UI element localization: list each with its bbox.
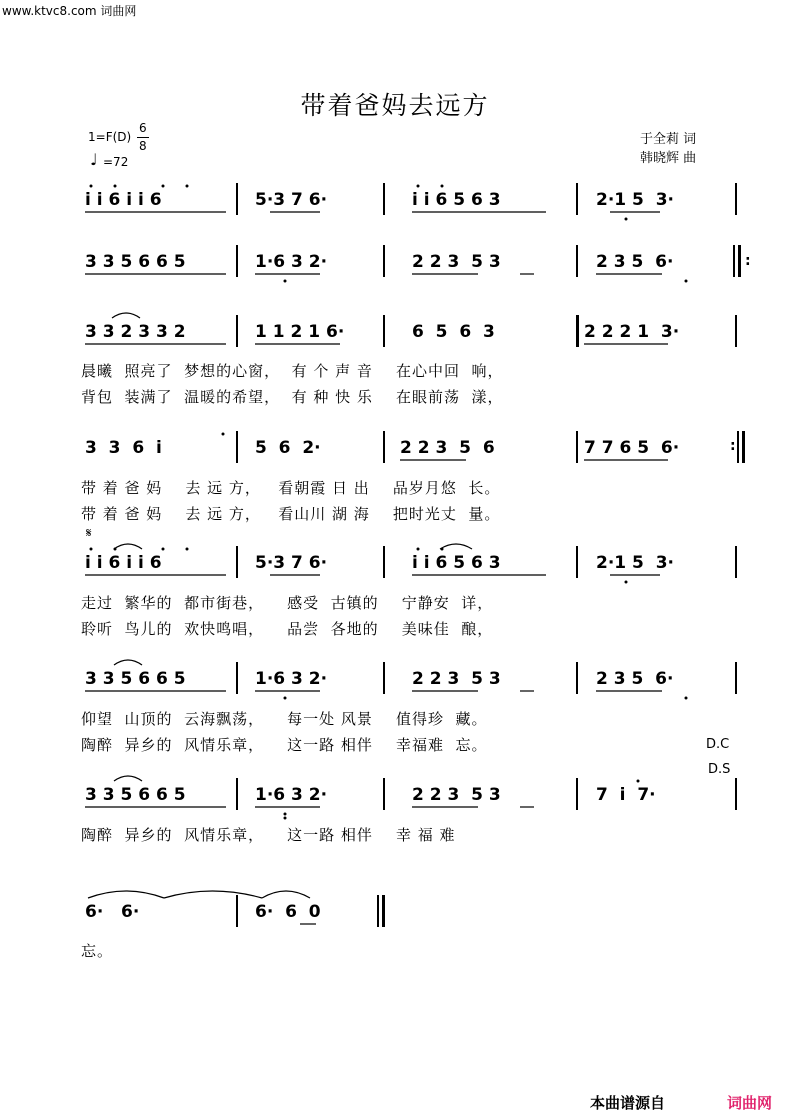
measure: 5·3 7 6· (255, 553, 328, 573)
measure: 1·6 3 2· (255, 252, 328, 272)
measure: 1·6 3 2· (255, 669, 328, 689)
measure: 2 2 3 5 3 (412, 252, 501, 272)
lyrics-line: 陶醉 异乡的 风情乐章， 这一路 相伴 幸 福 难 (81, 826, 456, 844)
measure: 2·1 5 3· (596, 190, 674, 210)
measure: 7 i 7· (596, 785, 656, 805)
measure: i i 6 i i 6 (85, 190, 162, 210)
measure: 6· 6 0 (255, 902, 321, 922)
footer-site-logo[interactable]: 词曲网 (726, 1094, 772, 1112)
measure: 6 5 6 3 (412, 322, 495, 342)
measure: 2 2 2 1 3· (584, 322, 680, 342)
measure: 3 3 5 6 6 5 (85, 252, 186, 272)
time-signature-top: 6 (139, 121, 147, 135)
measure: 1 1 2 1 6· (255, 322, 345, 342)
segno-icon: 𝄋 (86, 526, 92, 541)
repeat-dots: : (745, 253, 751, 269)
lyrics-line: 晨曦 照亮了 梦想的心窗， 有 个 声 音 在心中回 响， (81, 362, 504, 380)
measure: 2·1 5 3· (596, 553, 674, 573)
lyrics-line: 忘。 (81, 942, 114, 960)
measure: 2 2 3 5 6 (400, 438, 495, 458)
time-signature-bottom: 8 (139, 139, 147, 153)
lyrics-line: 走过 繁华的 都市街巷， 感受 古镇的 宁静安 详， (81, 594, 494, 612)
measure: 3 3 6 i (85, 438, 162, 458)
footer-source: 本曲谱源自 (589, 1094, 665, 1112)
repeat-dots: : (730, 438, 736, 454)
lyrics-line: 背包 装满了 温暖的希望， 有 种 快 乐 在眼前荡 漾， (81, 388, 504, 406)
measure: 5·3 7 6· (255, 190, 328, 210)
measure: 3 3 5 6 6 5 (85, 669, 186, 689)
measure: 2 3 5 6· (596, 669, 674, 689)
key-signature: 1=F(D) (88, 130, 132, 144)
lyrics-line: 带 着 爸 妈 去 远 方， 看朝霞 日 出 品岁月悠 长。 (81, 479, 501, 497)
composer: 韩晓辉 曲 (640, 151, 697, 166)
measure: 7 7 6 5 6· (584, 438, 680, 458)
measure: i i 6 5 6 3 (412, 190, 501, 210)
quarter-note-icon: ♩ (90, 150, 98, 169)
dal-segno-mark: D.S (708, 762, 731, 777)
song-title: 带着爸妈去远方 (300, 91, 490, 120)
lyrics-line: 仰望 山顶的 云海飘荡， 每一处 风景 值得珍 藏。 (81, 710, 488, 728)
lyricist: 于全莉 词 (640, 132, 697, 147)
measure: i i 6 i i 6 (85, 553, 162, 573)
measure: 6· 6· (85, 902, 140, 922)
measure: 2 2 3 5 3 (412, 785, 501, 805)
tempo: =72 (103, 155, 129, 169)
measure: 2 3 5 6· (596, 252, 674, 272)
measure: 3 3 5 6 6 5 (85, 785, 186, 805)
site-watermark: www.ktvc8.com 词曲网 (2, 4, 137, 18)
lyrics-line: 陶醉 异乡的 风情乐章， 这一路 相伴 幸福难 忘。 (81, 736, 488, 754)
measure: 1·6 3 2· (255, 785, 328, 805)
measure: 2 2 3 5 3 (412, 669, 501, 689)
lyrics-line: 聆听 鸟儿的 欢快鸣唱， 品尝 各地的 美味佳 酿， (81, 620, 494, 638)
da-capo-mark: D.C (706, 737, 730, 752)
measure: 5 6 2· (255, 438, 321, 458)
measure: 3 3 2 3 3 2 (85, 322, 186, 342)
lyrics-line: 带 着 爸 妈 去 远 方， 看山川 湖 海 把时光丈 量。 (81, 505, 501, 523)
measure: i i 6 5 6 3 (412, 553, 501, 573)
